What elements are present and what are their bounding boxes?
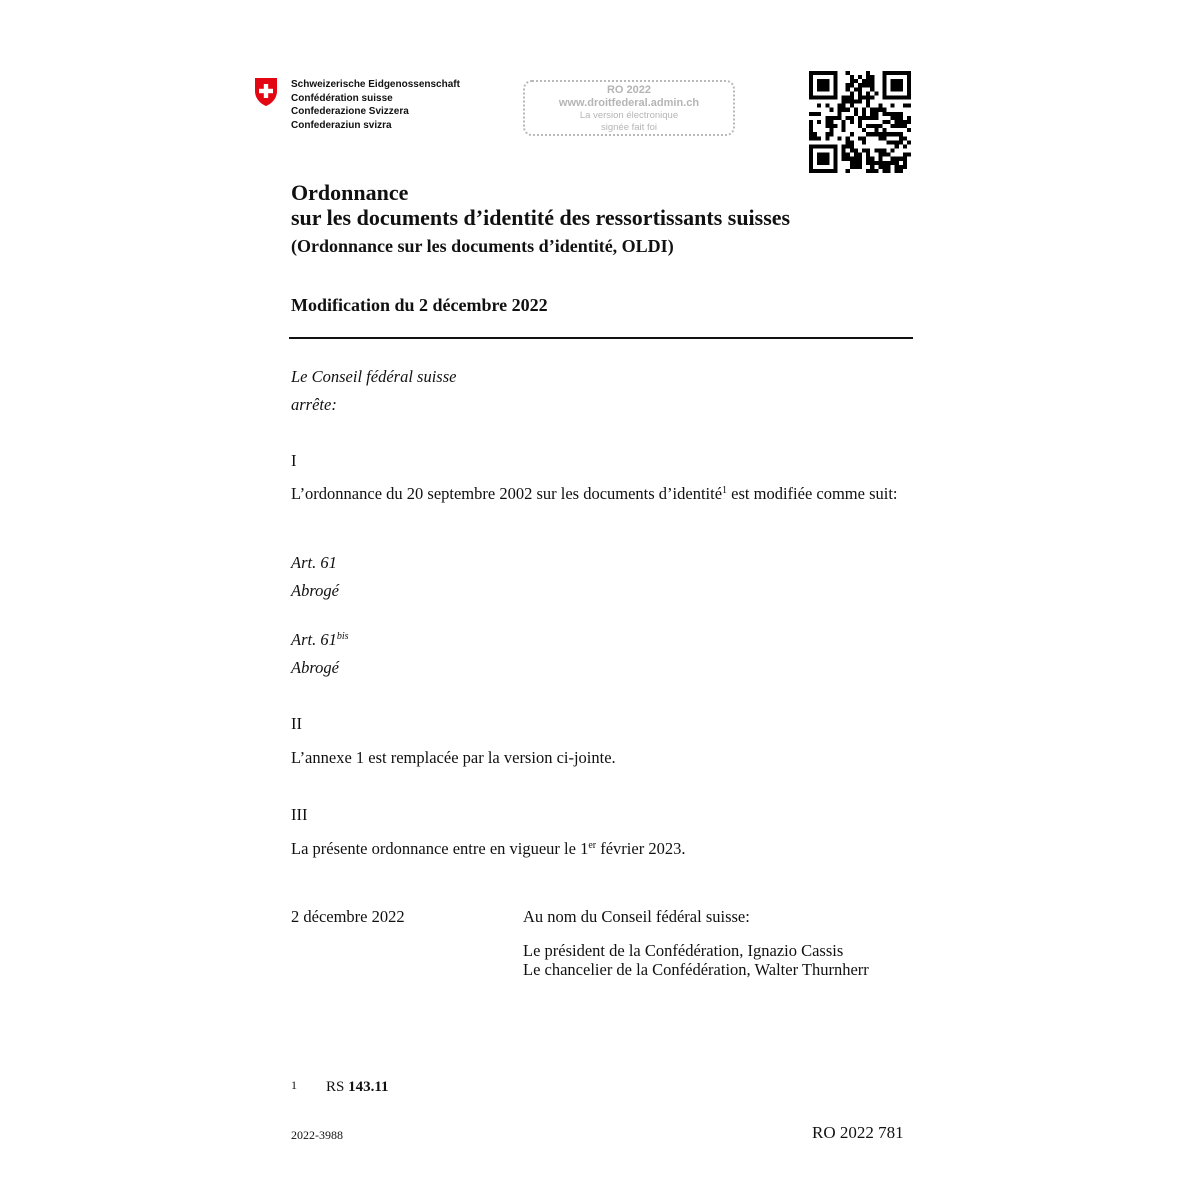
short-title: (Ordonnance sur les documents d’identité, OLDI) — [291, 236, 674, 256]
section3-text-before: La présente ordonnance entre en vigueur le 1 — [291, 839, 589, 858]
confederation-name-fr: Confédération suisse — [291, 92, 393, 104]
section3-superscript: er — [588, 840, 597, 851]
article-61-title: Art. 61 — [291, 553, 337, 572]
article-61bis-suffix: bis — [336, 631, 349, 642]
document-title — [291, 180, 790, 230]
signature-on-behalf: Au nom du Conseil fédéral suisse: — [523, 907, 750, 926]
title-line2: sur les documents d’identité des ressortissants suisses — [291, 205, 791, 230]
section-numeral-1: I — [291, 451, 297, 470]
footnote-reference: 1 — [722, 485, 728, 496]
modification-date: Modification du 2 décembre 2022 — [291, 295, 548, 315]
footnote-rs-label: RS — [326, 1079, 345, 1095]
preamble-authority: Le Conseil fédéral suisse — [291, 367, 457, 386]
section1-text — [291, 484, 909, 504]
stamp-line1: La version électronique — [579, 110, 679, 121]
section2-text: L’annexe 1 est remplacée par la version ci-jointe. — [291, 748, 616, 767]
section1-text-after: est modifiée comme suit: — [727, 484, 898, 503]
section-numeral-3: III — [291, 805, 308, 824]
article-61bis-title — [291, 630, 349, 650]
section1-text-before: L’ordonnance du 20 septembre 2002 sur les documents d’identité — [291, 484, 723, 503]
article-61bis-title-text: Art. 61 — [291, 630, 337, 649]
confederation-name-de: Schweizerische Eidgenossenschaft — [291, 79, 460, 90]
footnote-rs-number: 143.11 — [348, 1079, 389, 1095]
preamble-decree: arrête: — [291, 395, 337, 414]
title-line1: Ordonnance — [291, 180, 409, 205]
article-61bis-status: Abrogé — [291, 658, 339, 677]
swiss-crest-icon — [253, 77, 279, 107]
signature-chancellor: Le chancelier de la Confédération, Walter Thurnherr — [523, 960, 869, 979]
stamp-ro: RO 2022 — [606, 84, 652, 96]
title-divider — [289, 337, 913, 339]
section3-text — [291, 839, 685, 859]
footnote-number: 1 — [291, 1078, 297, 1092]
stamp-url: www.droitfederal.admin.ch — [558, 97, 700, 109]
stamp-line2: signée fait foi — [601, 122, 657, 133]
confederation-name-rm: Confederaziun svizra — [291, 119, 392, 131]
electronic-version-stamp — [523, 80, 735, 136]
footnote-text — [326, 1079, 389, 1096]
document-number: 2022-3988 — [291, 1128, 343, 1142]
section-numeral-2: II — [291, 714, 302, 733]
qr-code-icon — [809, 71, 911, 173]
ro-reference: RO 2022 781 — [812, 1123, 904, 1142]
signature-president: Le président de la Confédération, Ignazio Cassis — [523, 941, 844, 960]
signature-date: 2 décembre 2022 — [291, 907, 405, 926]
article-61-status: Abrogé — [291, 581, 339, 600]
confederation-name-it: Confederazione Svizzera — [291, 106, 409, 117]
confederation-names — [291, 78, 460, 132]
section3-text-after: février 2023. — [596, 839, 686, 858]
